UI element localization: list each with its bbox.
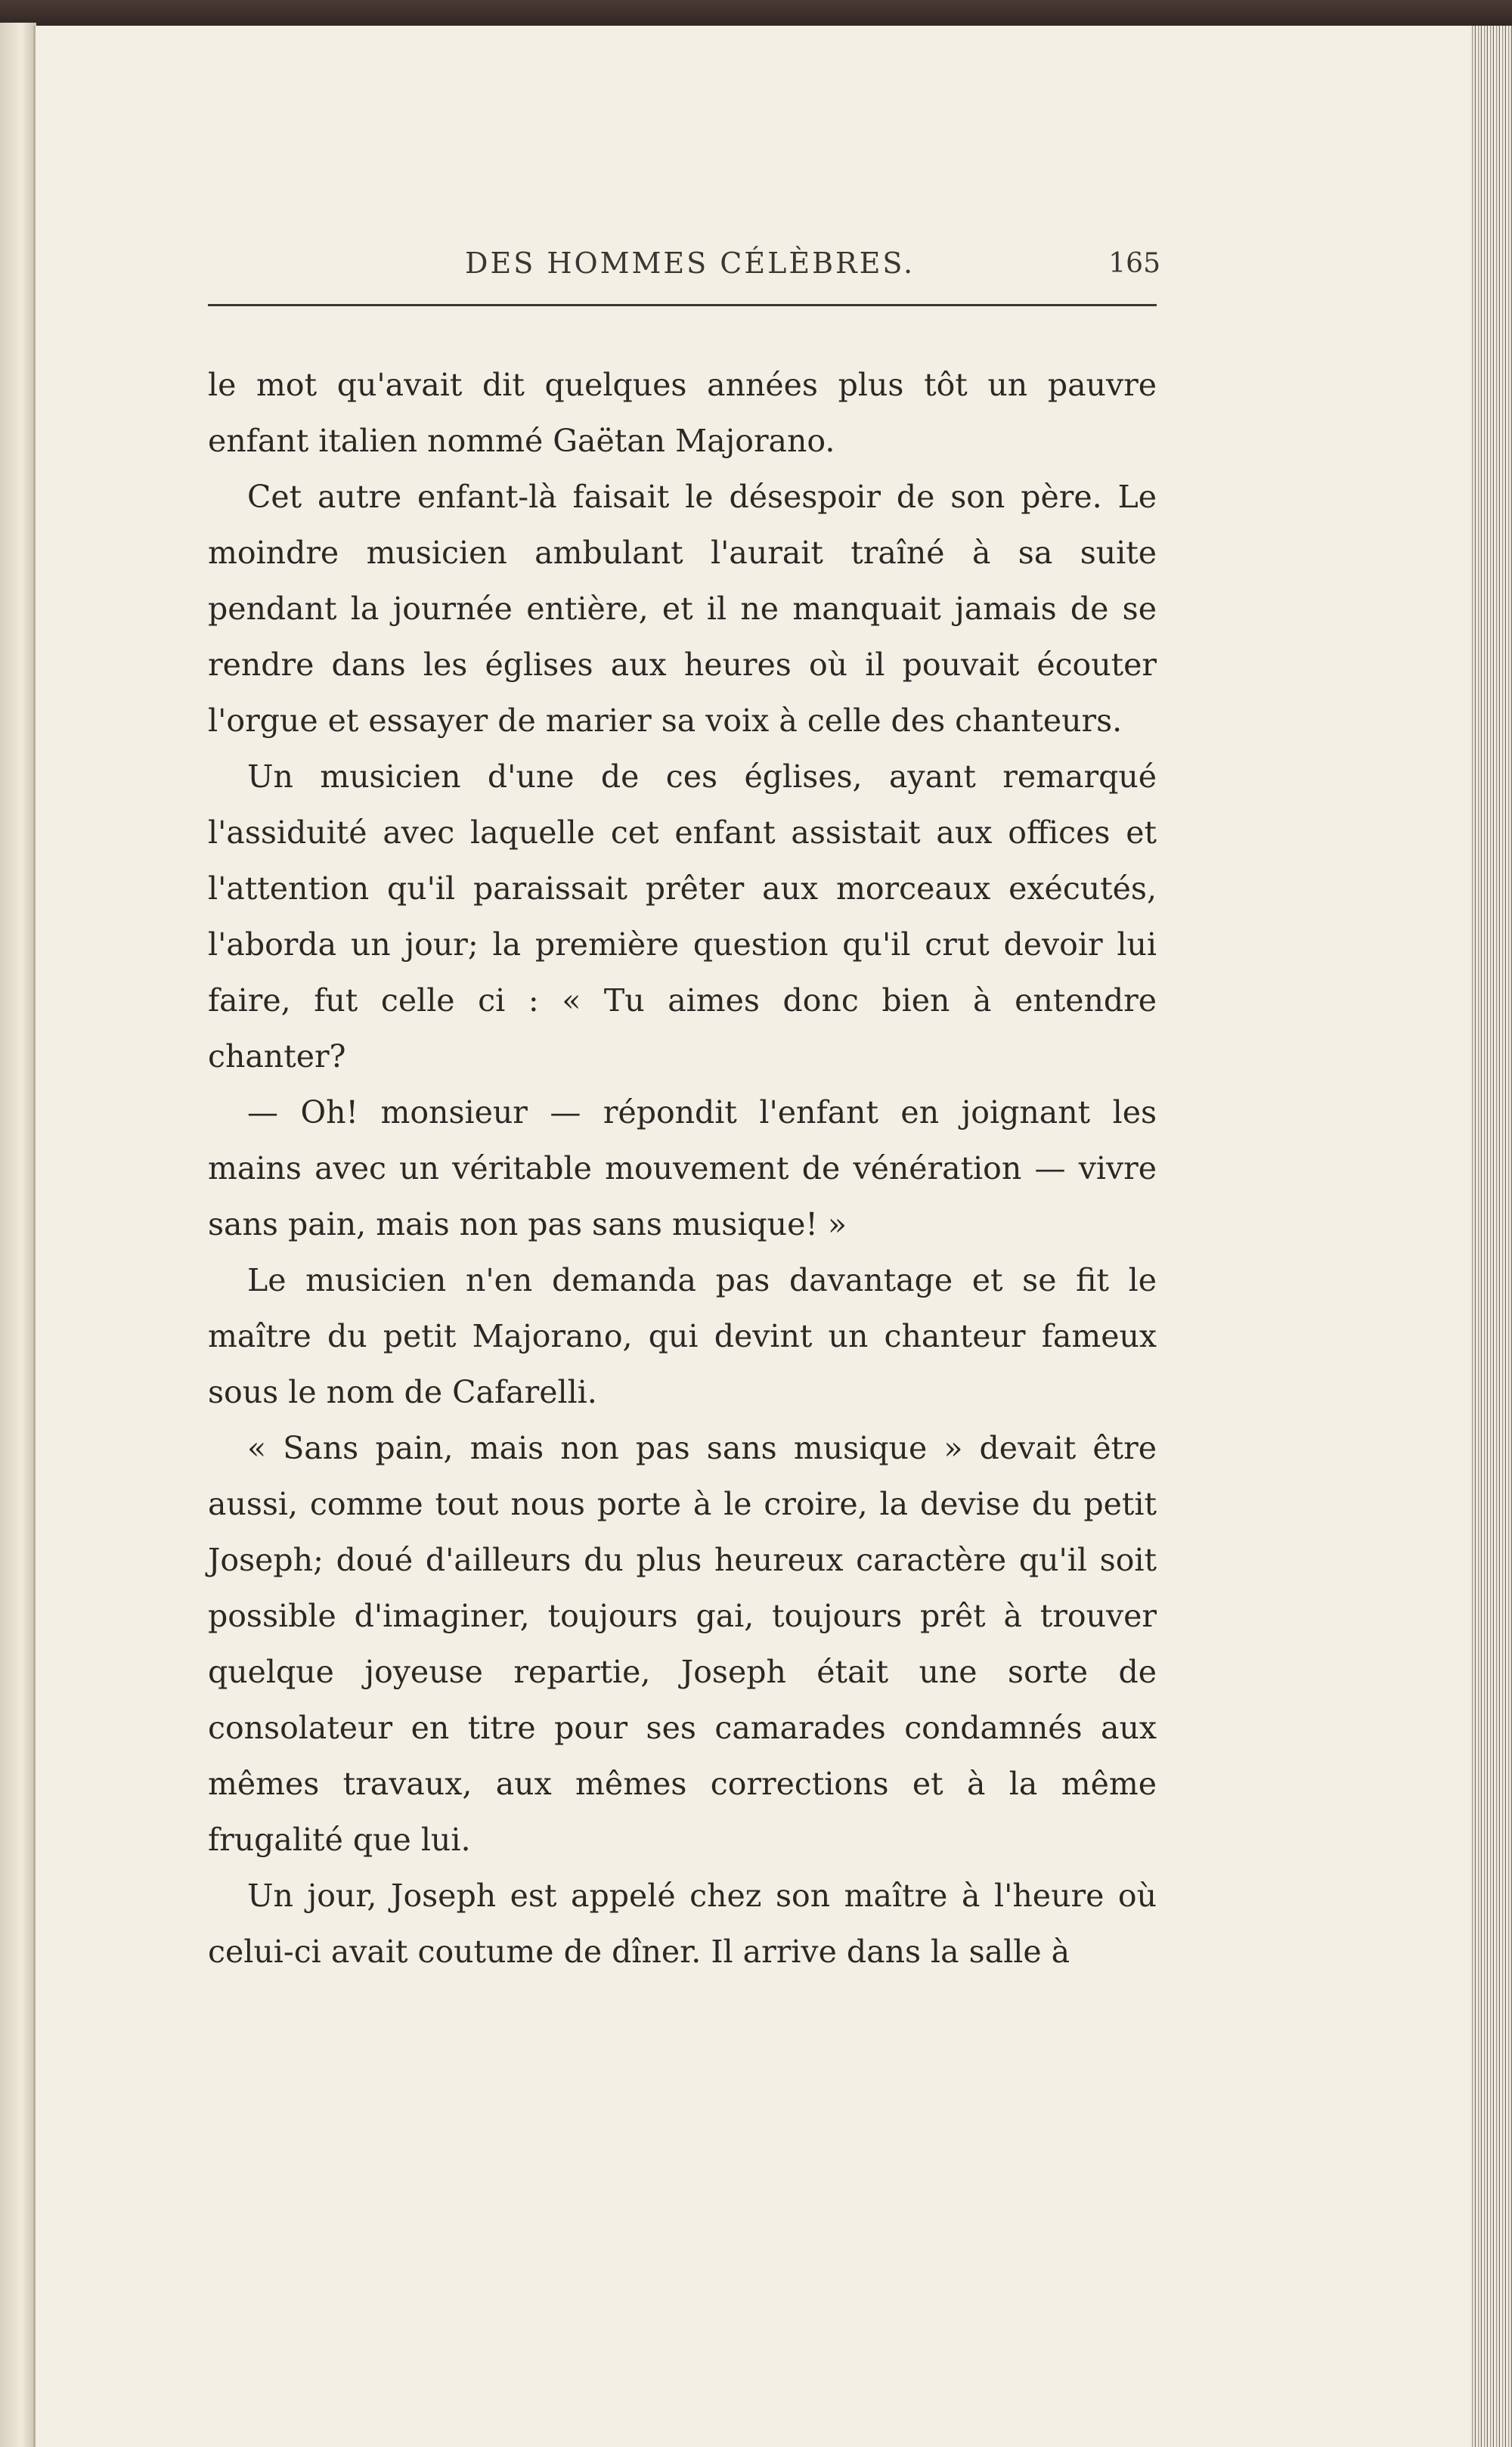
page-stack-edges	[1470, 26, 1512, 2447]
paragraph-2: Cet autre enfant-là faisait le désespoir de son père. Le moindre musicien ambulant l'aurait traîné à sa suite pendant la journée entière, et il ne manquait jamais de se rendre dans les églises aux heures où il pouvait écouter l'orgue et essayer de marier sa voix à celle des chanteurs.	[208, 479, 1157, 739]
running-head	[208, 239, 1160, 307]
paragraph-1: le mot qu'avait dit quelques années plus tôt un pauvre enfant italien nommé Gaëtan Majorano.	[208, 367, 1157, 459]
paragraph-7: Un jour, Joseph est appelé chez son maître à l'heure où celui-ci avait coutume de dîner. Il arrive dans la salle à	[208, 1878, 1157, 1970]
paragraph-5: Le musicien n'en demanda pas davantage et se fit le maître du petit Majorano, qui devint un chanteur fameux sous le nom de Cafarelli.	[208, 1262, 1157, 1410]
page-number: 165	[1108, 248, 1160, 279]
paragraph-6: « Sans pain, mais non pas sans musique » devait être aussi, comme tout nous porte à le croire, la devise du petit Joseph; doué d'ailleurs du plus heureux caractère qu'il soit possible d'imaginer, toujours gai, toujours prêt à trouver quelque joyeuse repartie, Joseph était une sorte de consolateur en titre pour ses camarades condamnés aux mêmes travaux, aux mêmes corrections et à la même frugalité que lui.	[208, 1430, 1157, 1858]
left-page-edge	[0, 23, 36, 2447]
body-text	[208, 357, 1157, 1980]
running-title: DES HOMMES CÉLÈBRES.	[465, 247, 916, 280]
paragraph-3: Un musicien d'une de ces églises, ayant remarqué l'assiduité avec laquelle cet enfant assistait aux offices et l'attention qu'il paraissait prêter aux morceaux exécutés, l'aborda un jour; la première question qu'il crut devoir lui faire, fut celle ci : « Tu aimes donc bien à entendre chanter?	[208, 758, 1157, 1075]
header-rule	[208, 304, 1157, 306]
paragraph-4: — Oh! monsieur — répondit l'enfant en joignant les mains avec un véritable mouvement de vénération — vivre sans pain, mais non pas sans musique! »	[208, 1094, 1157, 1242]
